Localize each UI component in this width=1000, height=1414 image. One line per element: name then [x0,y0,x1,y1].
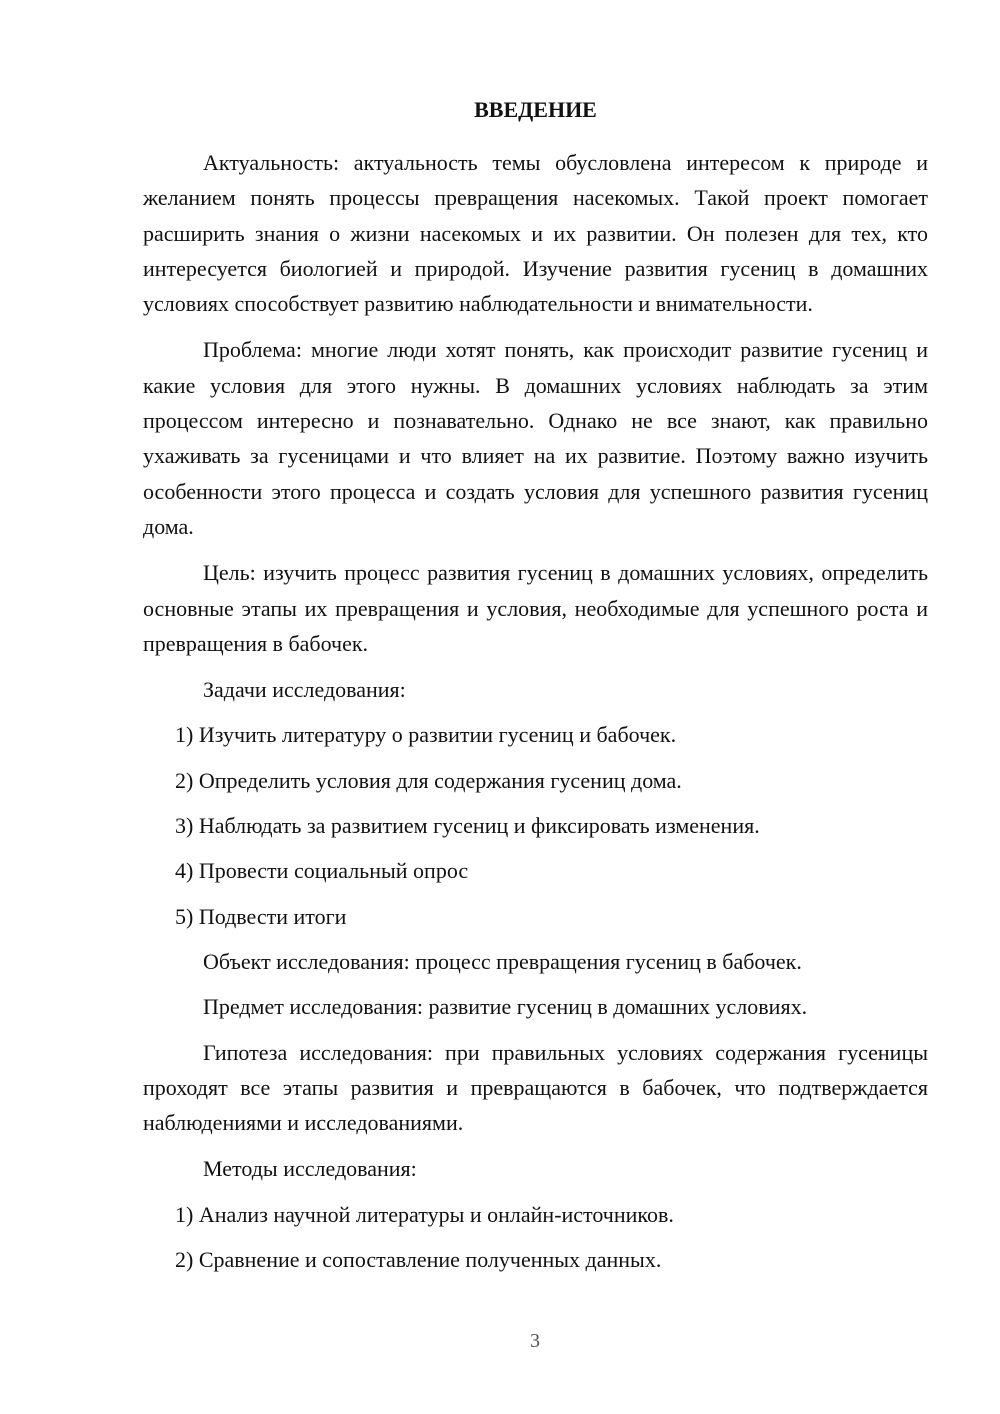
research-subject: Предмет исследования: развитие гусениц в домашних условиях. [203,994,808,1020]
methods-heading: Методы исследования: [203,1156,417,1182]
task-item: 1) Изучить литературу о развитии гусениц и бабочек. [175,722,677,748]
task-item: 2) Определить условия для содержания гусениц дома. [175,767,682,793]
methods-list [143,1197,928,1278]
page-content [143,95,928,1287]
task-item: 3) Наблюдать за развитием гусениц и фиксировать изменения. [175,813,760,839]
section-title: ВВЕДЕНИЕ [474,97,597,122]
tasks-list [143,717,928,933]
paragraph-goal: Цель: изучить процесс развития гусениц в домашних условиях, определить основные этапы их превращения и условия, необходимые для успешного роста и превращения в бабочек. [143,560,928,656]
paragraph-problem: Проблема: многие люди хотят понять, как происходит развитие гусениц и какие условия для этого нужны. В домашних условиях наблюдать за этим процессом интересно и познавательно. Однако не все знают, как правильно ухаживать за гусеницами и что влияет на их развитие. Поэтому важно изучить особенности этого процесса и создать условия для успешного развития гусениц дома. [143,337,928,539]
paragraph-hypothesis: Гипотеза исследования: при правильных условиях содержания гусеницы проходят все этапы развития и превращаются в бабочек, что подтверждается наблюдениями и исследованиями. [143,1039,928,1136]
research-object: Объект исследования: процесс превращения гусениц в бабочек. [203,948,802,974]
method-item: 2) Сравнение и сопоставление полученных данных. [175,1247,662,1273]
paragraph-relevance: Актуальность: актуальность темы обусловлена интересом к природе и желанием понять процессы превращения насекомых. Такой проект помогает расширить знания о жизни насекомых и их развитии. Он полезен для тех, кто интересуется биологией и природой. Изучение развития гусениц в домашних условиях способствует развитию наблюдательности и внимательности. [143,150,928,317]
method-item: 1) Анализ научной литературы и онлайн-источников. [175,1201,674,1227]
task-item: 4) Провести социальный опрос [175,858,469,884]
tasks-heading: Задачи исследования: [203,677,406,703]
task-item: 5) Подвести итоги [175,903,347,929]
page-number: 3 [530,1330,540,1352]
